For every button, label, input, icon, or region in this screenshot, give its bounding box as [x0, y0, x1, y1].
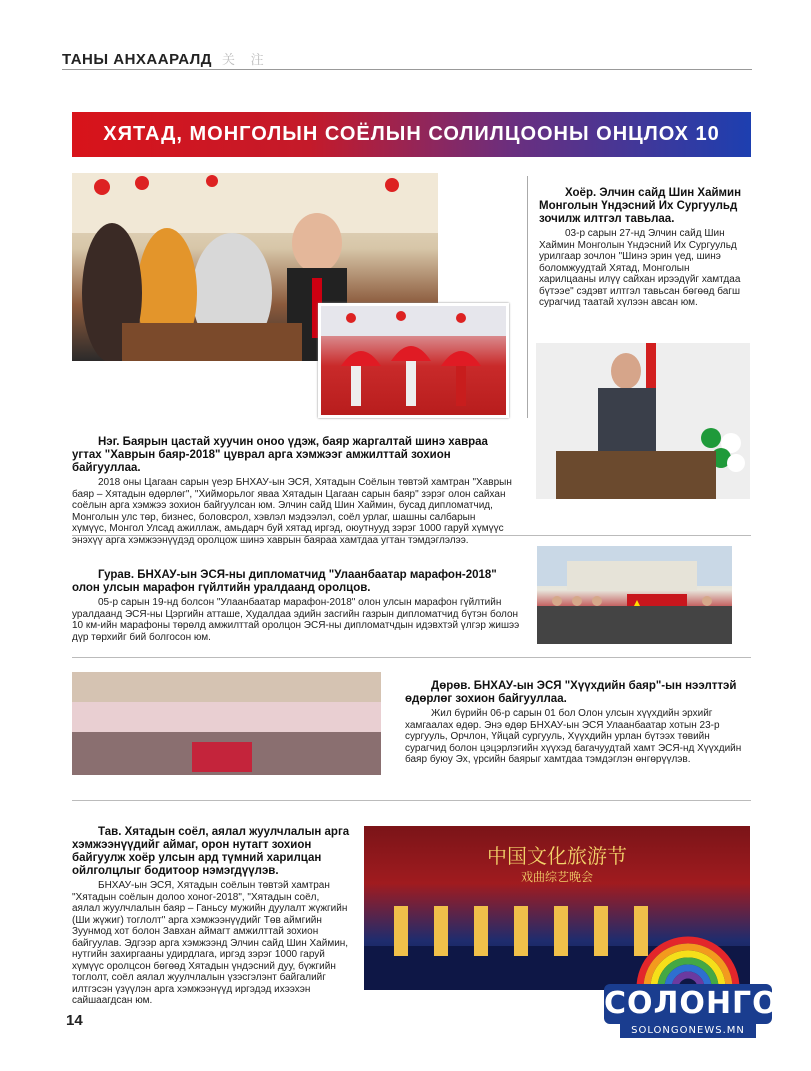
article-4	[405, 680, 750, 766]
photo-ambassador-speech-art	[536, 343, 750, 499]
page-title-banner: ХЯТАД, МОНГОЛЫН СОЁЛЫН СОЛИЛЦООНЫ ОНЦЛОХ 10	[72, 112, 751, 157]
article-2	[539, 187, 749, 309]
article-2-title: Хоёр. Элчин сайд Шин Хаймин Монголын Үндэсний Их Сургуульд зочилж илтгэл тавьлаа.	[539, 187, 742, 225]
section-label	[62, 49, 270, 68]
section-label-text: ТАНЫ АНХААРАЛД	[62, 51, 212, 68]
photo-marathon-group	[537, 546, 732, 644]
article-4-title: Дөрөв. БНХАУ-ын ЭСЯ "Хүүхдийн баяр"-ын нээлттэй өдөрлөг зохион байгууллаа.	[405, 680, 737, 705]
article-1-body: 2018 оны Цагаан сарын үеэр БНХАУ-ын ЭСЯ, Хятадын Соёлын төвтэй хамтран "Хаврын баяр – Хятадын өдөрлөг", "Хийморьлог яваа Хятадын Цагаан сарын баяр" зэрэг олон сайхан соёлын арга хэмжээ зохион байгуулсан юм. Элчин сайд Шин Хаймин, бусад дипломатчид, Монголын улс төр, бизнес, боловсрол, хэвлэл мэдээлэл, соёл урлаг, шашны салбарын хүмүүс, Монгол Улсад ажиллаж, амьдарч буй хятад иргэд, оюутнууд зэрэг 1000 гаруй хүмүүс энэхүү арга хэмжээнүүдэд оролцож шинэ хаврын баяраа хамтдаа угтан тэмдэглэлээ.	[72, 477, 512, 546]
page-number: 14	[66, 1012, 83, 1029]
section-label-cn: 关 注	[221, 52, 270, 67]
logo-url: SOLONGONEWS.MN	[631, 1025, 745, 1036]
solongo-logo	[600, 916, 779, 1046]
article-3	[72, 569, 527, 643]
divider-2	[72, 657, 751, 658]
photo-marathon-group-art	[537, 546, 732, 644]
divider-3	[72, 800, 751, 801]
article-5-title: Тав. Хятадын соёл, аялал жуулчлалын арга хэмжээнүүдийг аймаг, орон нутагт зохион байгуулж хоёр улсын ард түмний харилцан ойлголцлыг бодитоор нэмэгдүүлэв.	[72, 826, 350, 877]
photo-fan-dance-art	[321, 306, 506, 415]
article-3-title: Гурав. БНХАУ-ын ЭСЯ-ны дипломатчид "Улаанбаатар марафон-2018" олон улсын марафон гүйлтийн уралдаанд оролцов.	[72, 569, 497, 594]
photo-children-day-art	[72, 672, 381, 775]
stage-banner-line2: 戏曲综艺晚会	[520, 870, 593, 884]
photo-fan-dance	[318, 303, 509, 418]
article-5-body: БНХАУ-ын ЭСЯ, Хятадын соёлын төвтэй хамтран "Хятадын соёлын долоо хоног-2018", "Хятадын соёл, аялал жуулчлалын баяр – Ганьсу мужийн дуулалт жүжгийн (Ши жүжиг) тоглолт" арга хэмжээнүүдийг Төв аймгийн Зуунмод хот болон Завхан аймагт амжилттай зохион байгуулав. Эдгээр арга хэмжээнд Элчин сайд Шин Хаймин, нутгийн захиргааны удирдлага, иргэд зэрэг 1000 гаруй хүмүүс оролцсон бөгөөд Хятадын үндэсний дуу, бүжгийн тоглолт, соёл аялал жуулчлалын үзэсгэлэнт байгалийг илтгэсэн үзүүлэн арга хэмжээнүүд иргэдэд ихээхэн сайшаагдсан юм.	[72, 880, 349, 1006]
article-2-body: 03-р сарын 27-нд Элчин сайд Шин Хаймин Монголын Үндэсний Их Сургуульд урилгаар зочлон "Шинэ эрин үед, шинэ боломжуудтай Хятад, Монголын харилцааны илүү сайхан ирээдүйг хамтдаа бүтээе" сэдэвт илтгэл тавьсан бөгөөд багш сурагчид таатай хүлээн авсан юм.	[539, 228, 741, 308]
article-4-body: Жил бүрийн 06-р сарын 01 бол Олон улсын хүүхдийн эрхийг хамгаалах өдөр. Энэ өдөр БНХАУ-ын ЭСЯ Улаанбаатар хотын 23-р сургууль, Орчлон, Үйцай сургууль, Хүүхдийн урлан бүтээх төвийн сурагчид болон цэцэрлэгийн хүүхэд багачуудтай хамт ЭСЯ-нд Хүүхдийн баяр буюу Эх, үрсийн баярыг хамтдаа тэмдэглэн өнгөрүүлэв.	[405, 708, 742, 765]
article-3-body: 05-р сарын 19-нд болсон "Улаанбаатар марафон-2018" олон улсын марафон гүйлтийн уралдаанд ЭСЯ-ны Цэргийн атташе, Худалдаа эдийн засгийн газрын дипломатчид бүтэн болон 10 км-ийн марафоны төрөлд амжилттай оролцон ЭСЯ-ны дипломатчдын идэвхтэй үлгэр жишээ дүр төрхийг бий болгосон юм.	[72, 597, 520, 643]
stage-banner-line1: 中国文化旅游节	[487, 844, 627, 868]
photo-children-day	[72, 672, 381, 775]
header-divider	[62, 69, 752, 70]
article-1-title: Нэг. Баярын цастай хуучин оноо үдэж, баяр жаргалтай шинэ хавраа угтах "Хаврын баяр-2018" цуврал арга хэмжээг амжилттай зохион байгууллаа.	[72, 436, 488, 474]
article-5	[72, 826, 350, 1007]
logo-text: СОЛОНГО	[604, 986, 779, 1021]
article-1	[72, 436, 512, 546]
photo-ambassador-speech	[536, 343, 750, 499]
column-divider	[527, 176, 528, 418]
